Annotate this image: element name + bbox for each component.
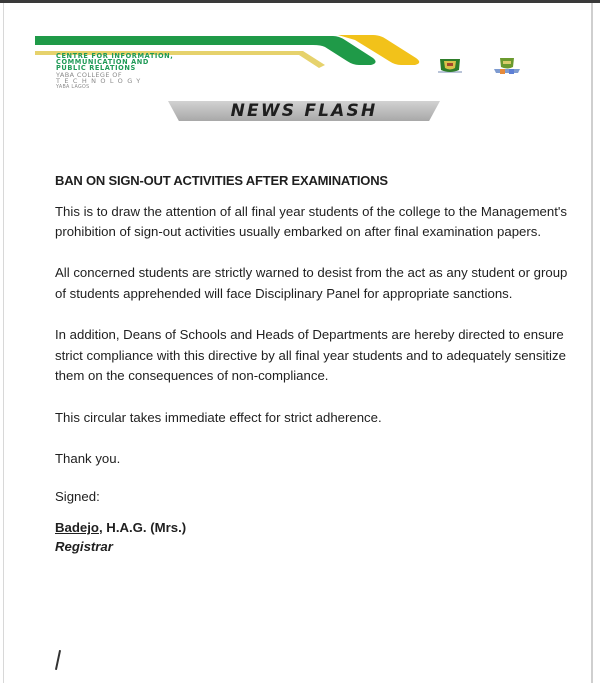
signer-initials: , H.A.G. (Mrs.) (98, 519, 187, 535)
circular-body (55, 171, 575, 556)
org-name-line: PUBLIC RELATIONS (56, 64, 136, 73)
college-name (56, 72, 145, 91)
college-address: YABA LAGOS (56, 84, 90, 90)
closing-line: Thank you. (55, 450, 121, 466)
college-crest-icon (437, 57, 463, 75)
org-name-line: COMMUNICATION AND (56, 58, 149, 67)
signer-surname: Badejo (55, 519, 99, 535)
signer-title: Registrar (55, 538, 113, 554)
news-flash-banner (168, 101, 440, 121)
signer-name (55, 518, 575, 537)
org-name (56, 53, 346, 72)
college-line: YABA COLLEGE OF (56, 71, 122, 79)
paragraph: In addition, Deans of Schools and Heads of Departments are hereby directed to ensure strict compliance with this directive by all final year students and to adequately sensitize them on the consequences of non-compliance. (55, 327, 566, 384)
paragraph: This is to draw the attention of all final year students of the college to the Management's prohibition of sign-out activities usually embarked on after final examination papers. (55, 203, 567, 240)
org-name-line: CENTRE FOR INFORMATION, (56, 52, 174, 60)
signed-label: Signed: (55, 489, 100, 505)
paragraph: This circular takes immediate effect for strict adherence. (55, 409, 382, 425)
paragraph: All concerned students are strictly warned to desist from the act as any student or group of students apprehended will face Disciplinary Panel for appropriate sanctions. (55, 265, 568, 301)
centenary-crest-icon (494, 57, 520, 75)
news-flash-label: NEWS FLASH (230, 101, 378, 121)
college-line: TECHNOLOGY (56, 77, 145, 86)
circular-heading: BAN ON SIGN-OUT ACTIVITIES AFTER EXAMINATIONS (55, 173, 388, 188)
